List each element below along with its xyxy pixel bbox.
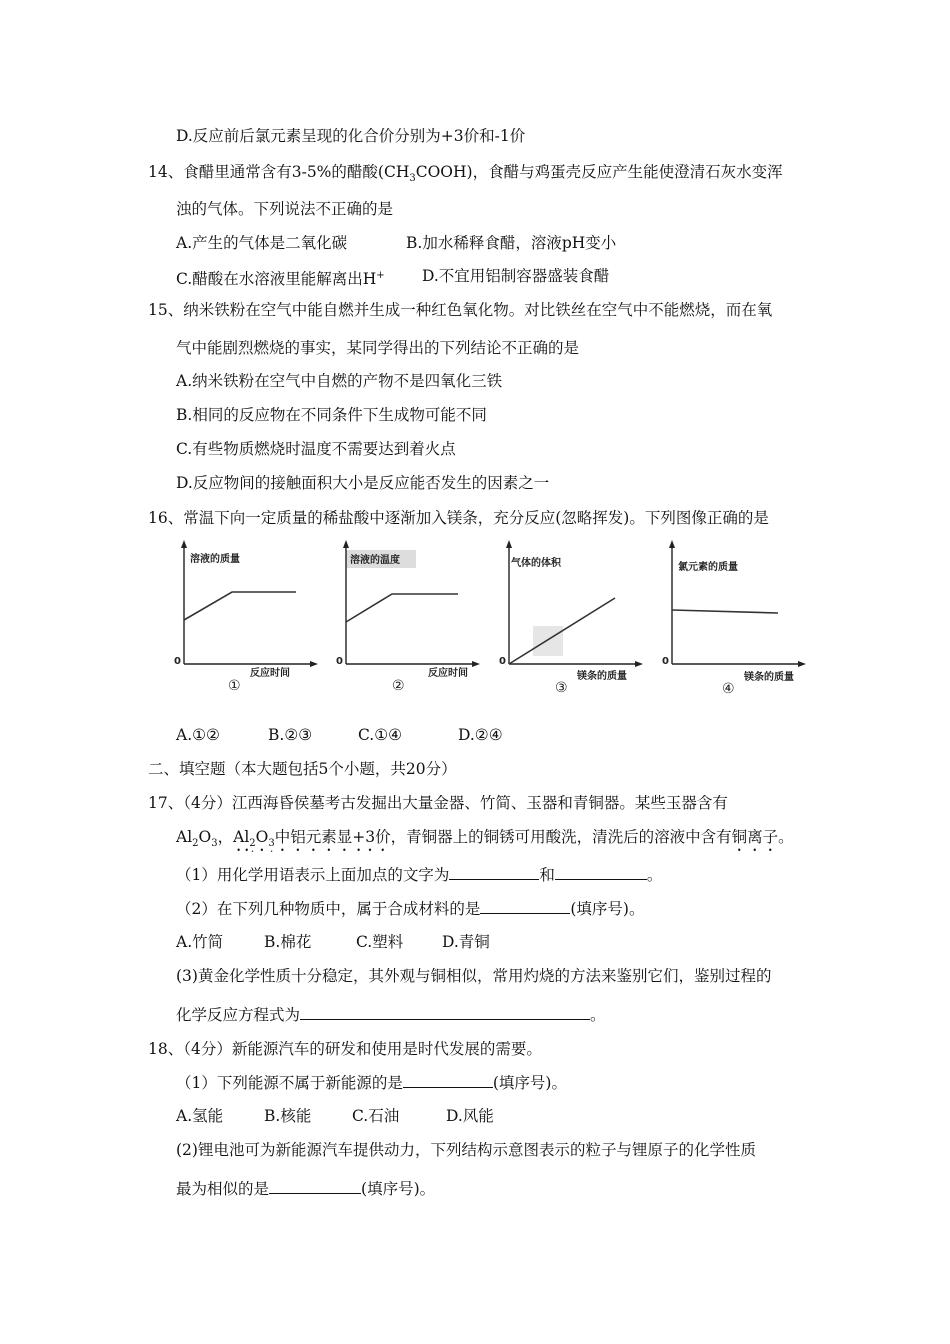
graph-1-ylabel: 溶液的质量 — [190, 554, 240, 565]
q18-part2-line2: 最为相似的是 (填序号)。 — [176, 1180, 436, 1198]
q18-stem: 18、（4分）新能源汽车的研发和使用是时代发展的需要。 — [148, 1040, 542, 1058]
section-2-heading: 二、填空题（本大题包括5个小题，共20分） — [148, 760, 457, 778]
q17-option-d: D.青铜 — [442, 933, 490, 951]
graph-4-xlabel: 镁条的质量 — [744, 672, 794, 683]
graph-1 — [172, 538, 320, 696]
q14-stem-a: 14、食醋里通常含有3-5%的醋酸( — [148, 163, 384, 181]
q14-option-a: A.产生的气体是二氧化碳 — [176, 234, 348, 252]
q17-option-a: A.竹简 — [176, 933, 224, 951]
q18-blank-1[interactable] — [403, 1072, 493, 1088]
q16-option-c: C.①④ — [358, 726, 403, 744]
graph-4-ylabel: 氯元素的质量 — [678, 562, 738, 573]
q18-option-c: C.石油 — [352, 1107, 400, 1125]
q17-blank-3[interactable] — [480, 898, 570, 914]
graph-3-ylabel: 气体的体积 — [511, 558, 561, 569]
q14-formula: $CH_3COOH$) — [383, 163, 473, 185]
q14-stem-line2: 浊的气体。下列说法不正确的是 — [176, 200, 394, 218]
graph-3-origin: 0 — [499, 656, 506, 667]
graph-2-xlabel: 反应时间 — [428, 668, 468, 679]
q17-blank-2[interactable] — [555, 864, 647, 880]
q18-part2-line1: (2)锂电池可为新能源汽车提供动力，下列结构示意图表示的粒子与锂原子的化学性质 — [176, 1141, 756, 1159]
q15-stem-line2: 气中能剧烈燃烧的事实，某同学得出的下列结论不正确的是 — [176, 339, 580, 357]
graph-1-xlabel: 反应时间 — [250, 668, 290, 679]
graph-3-xlabel: 镁条的质量 — [577, 671, 627, 682]
graph-4 — [660, 538, 808, 696]
q17-part1: （1）用化学用语表示上面加点的文字为 和 。 — [176, 866, 663, 884]
q18-option-b: B.核能 — [264, 1107, 312, 1125]
q17-part2: （2）在下列几种物质中，属于合成材料的是 (填序号)。 — [176, 900, 645, 918]
graph-1-number: ① — [228, 678, 241, 694]
q17-stem-line2: $Al_2O_3$，$Al_2O_3$中铝元素显+3价，青铜器上的铜锈可用酸洗，清洗后的溶液中含有铜离子。 — [176, 828, 794, 850]
q14-stem-line1 — [148, 162, 783, 189]
q16-option-d: D.②④ — [458, 726, 503, 744]
q17-option-c: C.塑料 — [356, 933, 404, 951]
q18-option-d: D.风能 — [446, 1107, 494, 1125]
q15-option-c: C.有些物质燃烧时温度不需要达到着火点 — [176, 440, 456, 458]
graph-2-ylabel: 溶液的温度 — [350, 555, 400, 566]
graph-4-origin: 0 — [662, 656, 669, 667]
q16-option-a: A.①② — [176, 726, 220, 744]
q18-part1: （1）下列能源不属于新能源的是 (填序号)。 — [176, 1074, 567, 1092]
q14-option-d: D.不宜用铝制容器盛装食醋 — [422, 267, 610, 285]
q17-blank-1[interactable] — [449, 864, 539, 880]
graph-3-number: ③ — [555, 680, 568, 696]
q17-stem-line1: 17、（4分）江西海昏侯墓考古发掘出大量金器、竹简、玉器和青铜器。某些玉器含有 — [148, 794, 728, 812]
q15-option-d: D.反应物间的接触面积大小是反应能否发生的因素之一 — [176, 474, 550, 492]
q18-blank-2[interactable] — [269, 1178, 361, 1194]
q17-blank-4[interactable] — [300, 1004, 590, 1020]
q17-part3-line2: 化学反应方程式为 。 — [176, 1006, 606, 1024]
q14-option-c: C.醋酸在水溶液里能解离出H+ — [176, 270, 385, 289]
q15-option-a: A.纳米铁粉在空气中自燃的产物不是四氧化三铁 — [176, 372, 503, 390]
graph-2 — [334, 538, 482, 696]
q18-option-a: A.氢能 — [176, 1107, 224, 1125]
graph-2-number: ② — [392, 678, 405, 694]
graph-2-origin: 0 — [336, 656, 343, 667]
q13-option-d: D.反应前后氯元素呈现的化合价分别为+3价和-1价 — [176, 127, 526, 145]
graph-1-origin: 0 — [174, 656, 181, 667]
q17-dotted-formula: $Al_2O_3$中铝元素显+3价 — [233, 828, 391, 850]
q16-option-b: B.②③ — [268, 726, 313, 744]
q17-dotted-copper-ion: 铜离子 — [731, 828, 779, 846]
q17-part3-line1: (3)黄金化学性质十分稳定，其外观与铜相似，常用灼烧的方法来鉴别它们，鉴别过程的 — [176, 967, 772, 985]
graph-4-number: ④ — [722, 681, 735, 696]
q14-stem-b: ，食醋与鸡蛋壳反应产生能使澄清石灰水变浑 — [472, 163, 783, 181]
q15-stem-line1: 15、纳米铁粉在空气中能自燃并生成一种红色氧化物。对比铁丝在空气中不能燃烧，而在氧 — [148, 301, 773, 319]
q17-option-b: B.棉花 — [264, 933, 312, 951]
q15-option-b: B.相同的反应物在不同条件下生成物可能不同 — [176, 406, 487, 424]
graph-3 — [497, 538, 645, 696]
q16-stem: 16、常温下向一定质量的稀盐酸中逐渐加入镁条，充分反应(忽略挥发)。下列图像正确的是 — [148, 509, 769, 527]
q14-option-b: B.加水稀释食醋，溶液pH变小 — [406, 234, 617, 252]
